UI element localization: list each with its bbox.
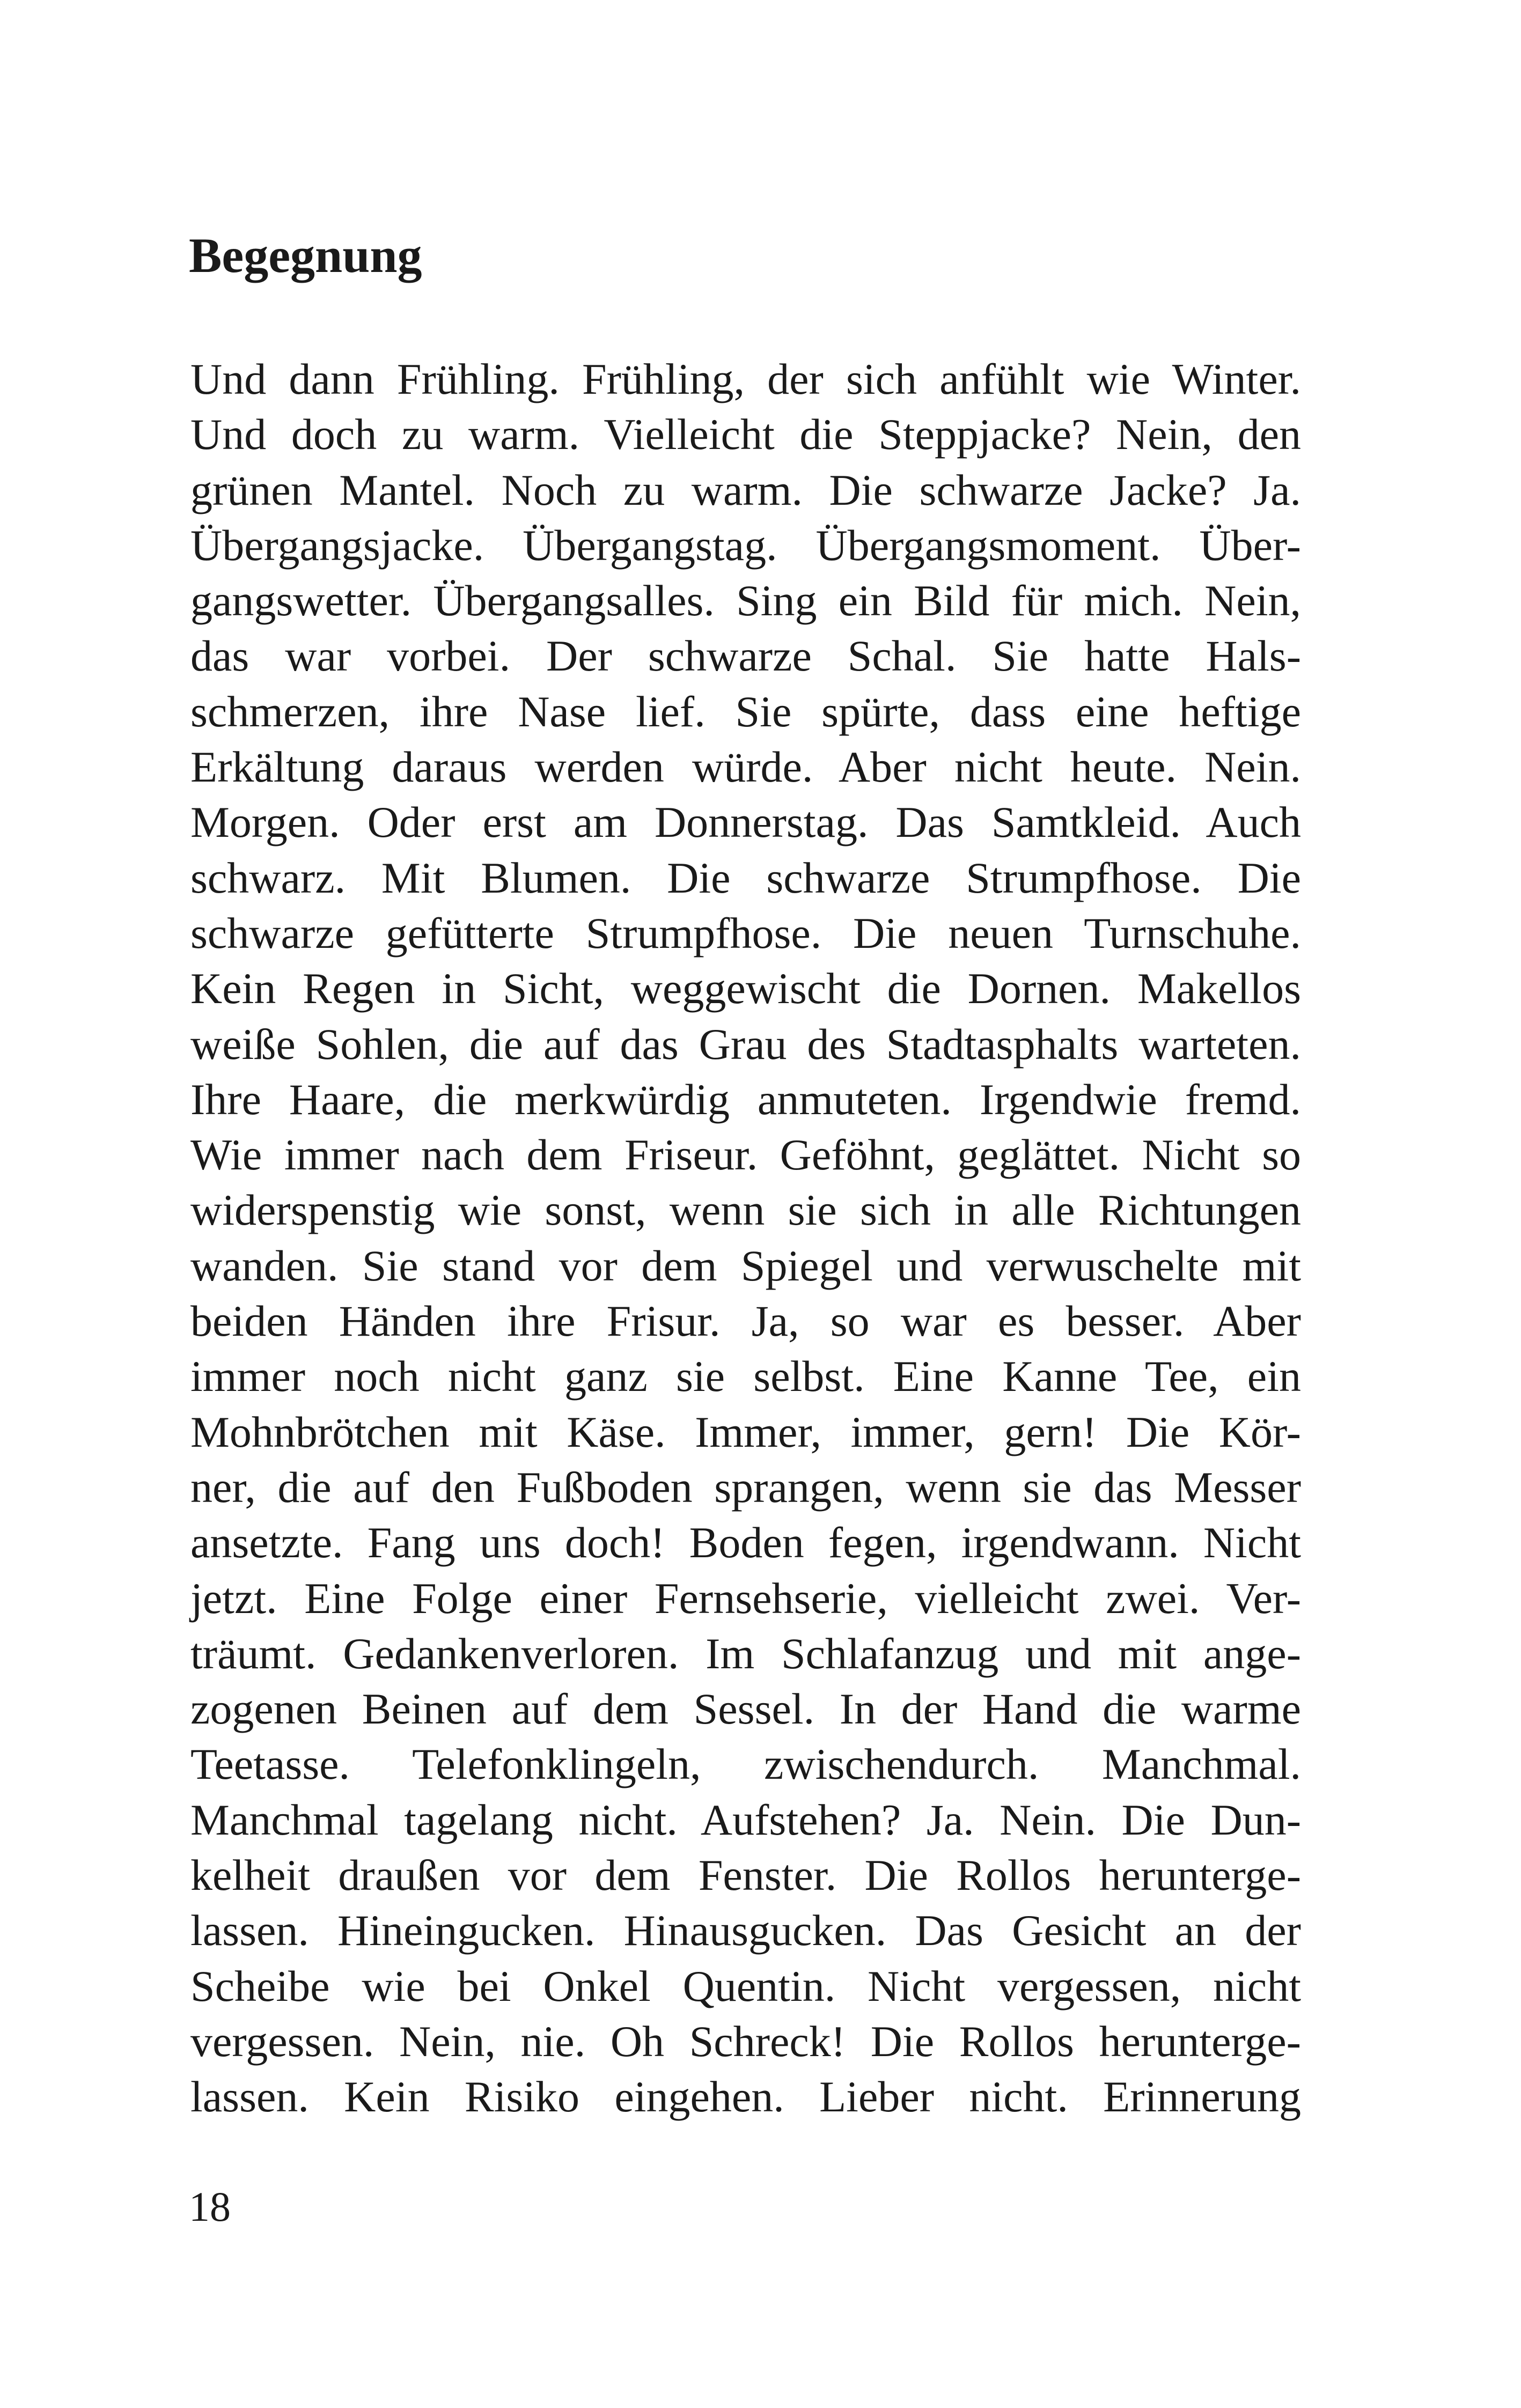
text-line: Wie immer nach dem Friseur. Geföhnt, geglättet. Nicht so	[190, 1130, 1301, 1180]
text-line: Teetasse. Telefonklingeln, zwischendurch. Manchmal.	[190, 1740, 1301, 1789]
text-line: Erkältung daraus werden würde. Aber nicht heute. Nein.	[190, 742, 1301, 792]
text-line: träumt. Gedankenverloren. Im Schlafanzug und mit ange-	[190, 1629, 1301, 1678]
text-line: schmerzen, ihre Nase lief. Sie spürte, dass eine heftige	[190, 687, 1301, 736]
text-line: weiße Sohlen, die auf das Grau des Stadtasphalts warteten.	[190, 1019, 1301, 1069]
text-line: grünen Mantel. Noch zu warm. Die schwarze Jacke? Ja.	[190, 465, 1301, 514]
text-line: Übergangsjacke. Übergangstag. Übergangsmoment. Über-	[190, 520, 1301, 570]
text-line: Morgen. Oder erst am Donnerstag. Das Samtkleid. Auch	[190, 798, 1301, 847]
text-line: immer noch nicht ganz sie selbst. Eine Kanne Tee, ein	[190, 1352, 1301, 1401]
body-text	[190, 351, 1301, 2125]
text-line: jetzt. Eine Folge einer Fernsehserie, vielleicht zwei. Ver-	[190, 1573, 1301, 1623]
text-line: Und doch zu warm. Vielleicht die Steppjacke? Nein, den	[190, 410, 1301, 459]
text-line: lassen. Hineingucken. Hinausgucken. Das Gesicht an der	[190, 1906, 1301, 1955]
page-number: 18	[189, 2183, 231, 2230]
text-line: gangswetter. Übergangsalles. Sing ein Bild für mich. Nein,	[190, 576, 1301, 625]
text-line: zogenen Beinen auf dem Sessel. In der Hand die warme	[190, 1684, 1301, 1734]
text-line: schwarz. Mit Blumen. Die schwarze Strumpfhose. Die	[190, 853, 1301, 902]
text-line: Manchmal tagelang nicht. Aufstehen? Ja. Nein. Die Dun-	[190, 1795, 1301, 1844]
text-line: ner, die auf den Fußboden sprangen, wenn sie das Messer	[190, 1462, 1301, 1512]
text-line: Und dann Frühling. Frühling, der sich anfühlt wie Winter.	[190, 355, 1301, 403]
text-line: beiden Händen ihre Frisur. Ja, so war es besser. Aber	[190, 1297, 1301, 1346]
text-line: das war vorbei. Der schwarze Schal. Sie hatte Hals-	[190, 631, 1301, 681]
text-line: schwarze gefütterte Strumpfhose. Die neuen Turnschuhe.	[190, 908, 1301, 958]
text-line: Mohnbrötchen mit Käse. Immer, immer, gern! Die Kör-	[190, 1407, 1301, 1456]
text-line: Scheibe wie bei Onkel Quentin. Nicht vergessen, nicht	[190, 1961, 1301, 2011]
text-line: Kein Regen in Sicht, weggewischt die Dornen. Makellos	[190, 964, 1301, 1013]
text-line: Ihre Haare, die merkwürdig anmuteten. Irgendwie fremd.	[190, 1074, 1301, 1124]
text-line: vergessen. Nein, nie. Oh Schreck! Die Rollos herunterge-	[190, 2016, 1301, 2066]
text-line: widerspenstig wie sonst, wenn sie sich in alle Richtungen	[190, 1185, 1301, 1235]
text-line: kelheit draußen vor dem Fenster. Die Rollos herunterge-	[190, 1851, 1301, 1900]
chapter-title: Begegnung	[189, 228, 422, 283]
text-line: ansetzte. Fang uns doch! Boden fegen, irgendwann. Nicht	[190, 1518, 1301, 1567]
text-line: lassen. Kein Risiko eingehen. Lieber nicht. Erinnerung	[190, 2072, 1301, 2122]
text-line: wanden. Sie stand vor dem Spiegel und verwuschelte mit	[190, 1241, 1301, 1290]
